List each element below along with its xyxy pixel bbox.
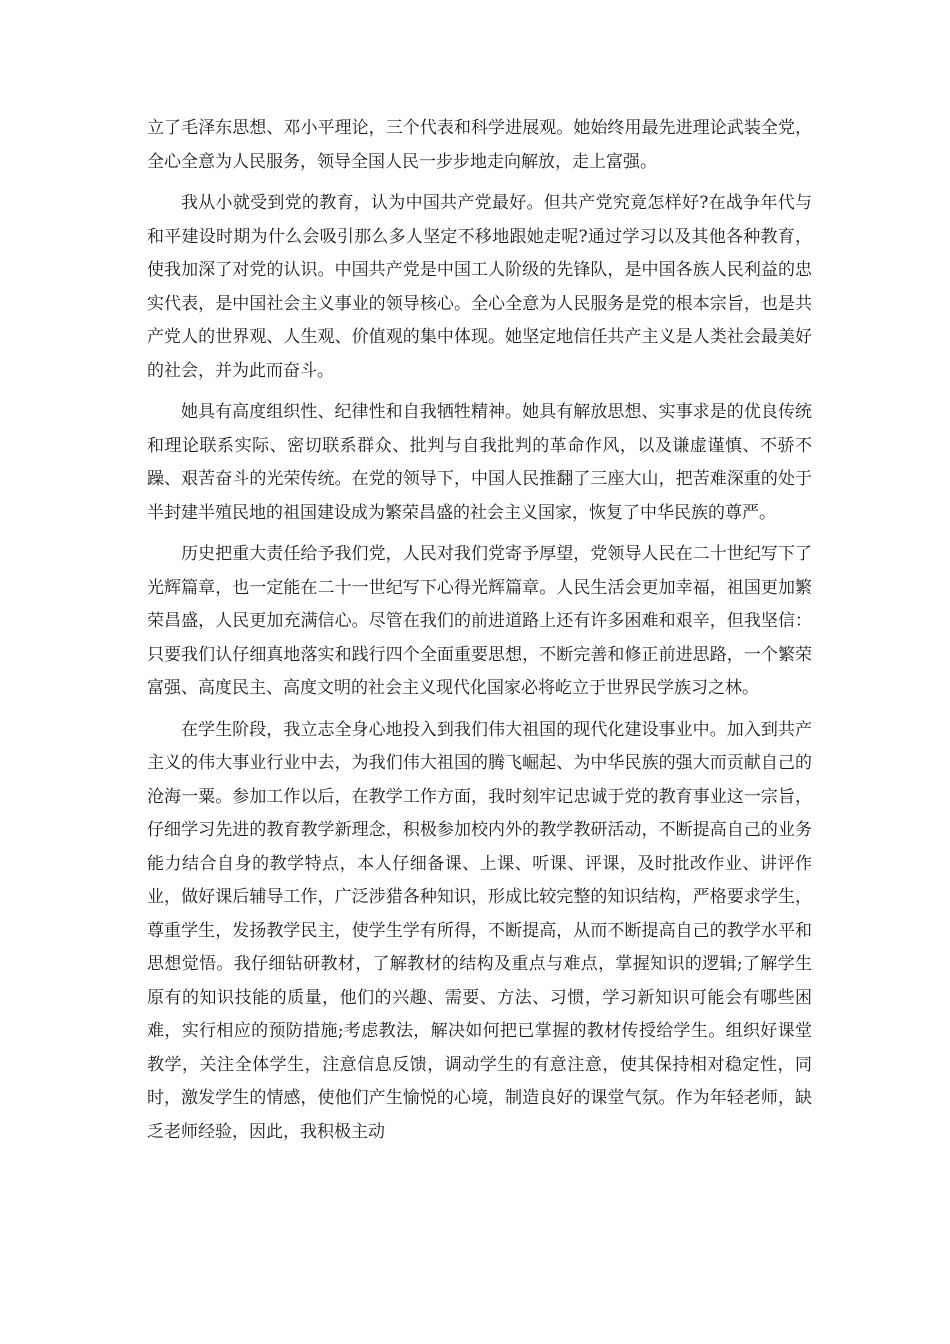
document-body (147, 112, 812, 1157)
paragraph-continuation: 立了毛泽东思想、邓小平理论，三个代表和科学进展观。她始终用最先进理论武装全党，全心全意为人民服务，领导全国人民一步步地走向解放，走上富强。 (147, 118, 812, 172)
paragraph-party-traits: 她具有高度组织性、纪律性和自我牺牲精神。她具有解放思想、实事求是的优良传统和理论联系实际、密切联系群众、批判与自我批判的革命作风，以及谦虚谨慎、不骄不躁、艰苦奋斗的光荣传统。在党的领导下，中国人民推翻了三座大山，把苦难深重的处于半封建半殖民地的祖国建设成为繁荣昌盛的社会主义国家，恢复了中华民族的尊严。 (147, 402, 812, 523)
paragraph-teaching-work: 在学生阶段，我立志全身心地投入到我们伟大祖国的现代化建设事业中。加入到共产主义的伟大事业行业中去，为我们伟大祖国的腾飞崛起、为中华民族的强大而贡献自己的沧海一粟。参加工作以后，在教学工作方面，我时刻牢记忠诚于党的教育事业这一宗旨，仔细学习先进的教育教学新理念，积极参加校内外的教学教研活动，不断提高自己的业务能力结合自身的教学特点，本人仔细备课、上课、听课、评课，及时批改作业、讲评作业，做好课后辅导工作，广泛涉猎各种知识，形成比较完整的知识结构，严格要求学生，尊重学生，发扬教学民主，使学生学有所得，不断提高，从而不断提高自己的教学水平和思想觉悟。我仔细钻研教材，了解教材的结构及重点与难点，掌握知识的逻辑;了解学生原有的知识技能的质量，他们的兴趣、需要、方法、习惯，学习新知识可能会有哪些困难，实行相应的预防措施;考虑教法，解决如何把已掌握的教材传授给学生。组织好课堂教学，关注全体学生，注意信息反馈，调动学生的有意注意，使其保持相对稳定性，同时，激发学生的情感，使他们产生愉悦的心境，制造良好的课堂气氛。作为年轻老师，缺乏老师经验，因此，我积极主动 (147, 719, 812, 1142)
paragraph-historic-responsibility: 历史把重大责任给予我们党，人民对我们党寄予厚望，党领导人民在二十世纪写下了光辉篇章，也一定能在二十一世纪写下心得光辉篇章。人民生活会更加幸福，祖国更加繁荣昌盛，人民更加充满信心。尽管在我们的前进道路上还有许多困难和艰辛，但我坚信：只要我们认仔细真地落实和践行四个全面重要思想，不断完善和修正前进思路，一个繁荣富强、高度民主、高度文明的社会主义现代化国家必将屹立于世界民学族习之林。 (147, 544, 812, 698)
paragraph-party-education: 我从小就受到党的教育，认为中国共产党最好。但共产党究竟怎样好?在战争年代与和平建设时期为什么会吸引那么多人坚定不移地跟她走呢?通过学习以及其他各种教育，使我加深了对党的认识。中国共产党是中国工人阶级的先锋队，是中国各族人民利益的忠实代表，是中国社会主义事业的领导核心。全心全意为人民服务是党的根本宗旨，也是共产党人的世界观、人生观、价值观的集中体现。她坚定地信任共产主义是人类社会最美好的社会，并为此而奋斗。 (147, 193, 812, 381)
